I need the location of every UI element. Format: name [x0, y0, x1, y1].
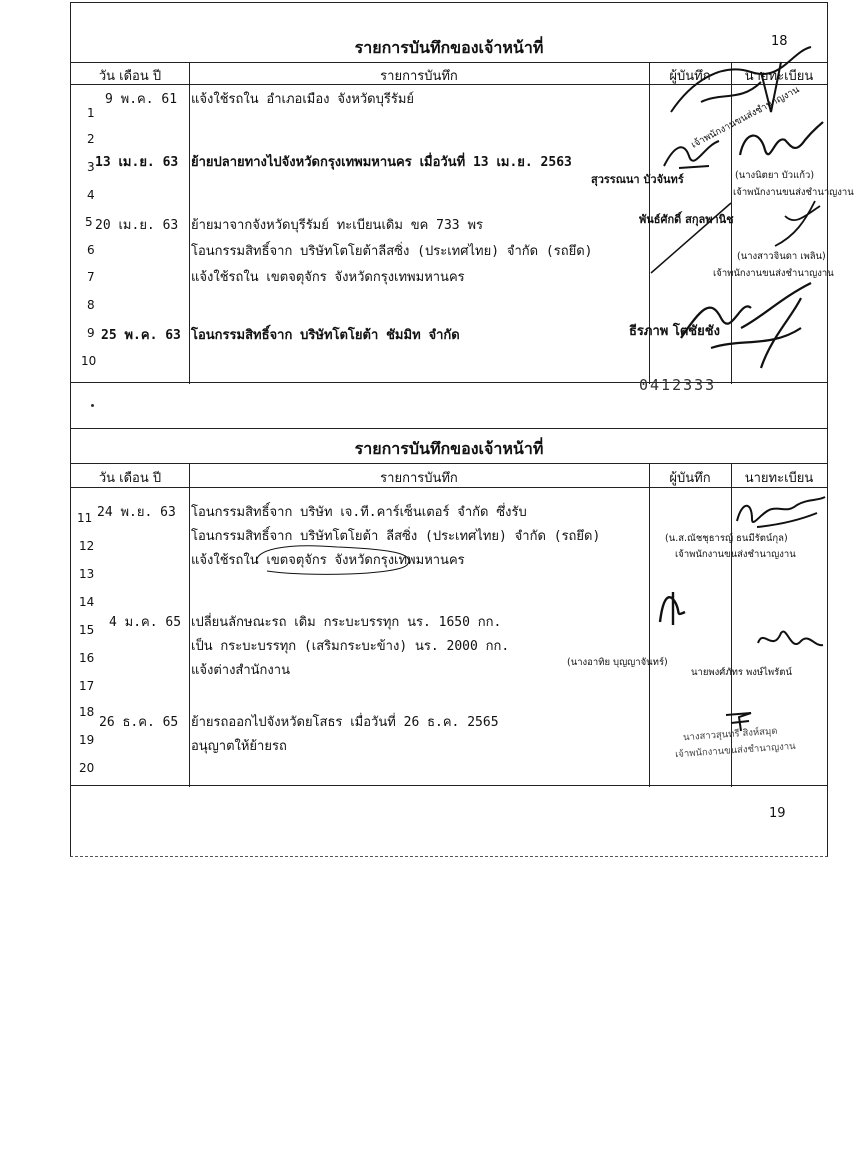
record-page-2 — [70, 428, 828, 787]
entry-line: โอนกรรมสิทธิ์จาก บริษัทโตโยต้า ลีสซิ่ง (ประเทศไทย) จำกัด (รถยึด) — [191, 529, 601, 544]
registrar-signature — [735, 196, 825, 256]
line-number: 15 — [79, 623, 95, 637]
entry-date: 24 พ.ย. 63 — [97, 505, 176, 520]
page-gap — [70, 376, 828, 428]
recorder-name: สุวรรณนา บัวจันทร์ — [591, 173, 684, 186]
entry-line: แจ้งใช้รถใน อำเภอเมือง จังหวัดบุรีรัมย์ — [191, 92, 415, 107]
line-number: 5 — [85, 215, 93, 229]
header-registrar: นายทะเบียน — [744, 471, 814, 486]
page-number: 18 — [771, 34, 788, 49]
recorder-name: พันธ์ศักดิ์ สกุลพานิช — [639, 213, 734, 226]
page-number: 19 — [769, 806, 786, 821]
page-footer — [70, 786, 828, 857]
serial-number: 0412333 — [639, 376, 717, 394]
header-recorder: ผู้บันทึก — [669, 69, 711, 84]
entry-line: แจ้งใช้รถใน เขตจตุจักร จังหวัดกรุงเทพมหานคร — [191, 270, 465, 285]
entry-line: โอนกรรมสิทธิ์จาก บริษัท เจ.ที.คาร์เซ็นเตอร์ จำกัด ซึ่งรับ — [191, 505, 527, 520]
column-divider — [189, 62, 190, 384]
registrar-title: เจ้าพนักงานขนส่งชำนาญงาน — [689, 84, 802, 151]
entry-line: ย้ายมาจากจังหวัดบุรีรัมย์ ทะเบียนเดิม ขค 733 พร — [191, 218, 483, 233]
registrar-name: (นางสาวจินดา เพลิน) — [737, 251, 826, 262]
recorder-name: ธีรภาพ โตชัยชัง — [629, 324, 720, 339]
line-number: 16 — [79, 651, 95, 665]
page-top-border — [71, 2, 827, 3]
entry-line: ย้ายปลายทางไปจังหวัดกรุงเทพมหานคร เมื่อวันที่ 13 เม.ย. 2563 — [191, 155, 572, 170]
page-title: รายการบันทึกของเจ้าหน้าที่ — [354, 38, 544, 57]
line-number: 9 — [87, 326, 95, 340]
header-date: วัน เดือน ปี — [98, 69, 162, 84]
entry-date: 13 เม.ย. 63 — [95, 155, 179, 170]
line-number: 7 — [87, 270, 95, 284]
line-number: 14 — [79, 595, 95, 609]
record-page-1 — [70, 2, 854, 384]
entry-line: ย้ายรถออกไปจังหวัดยโสธร เมื่อวันที่ 26 ธ.ค. 2565 — [191, 715, 499, 730]
recorder-name: (นางอาทิย บุญญาจันทร์) — [567, 657, 668, 668]
entry-line: โอนกรรมสิทธิ์จาก บริษัทโตโยต้า ชัมมิท จำกัด — [191, 328, 460, 343]
line-number: 19 — [79, 733, 95, 747]
line-number: 10 — [81, 354, 97, 368]
entry-date: 4 ม.ค. 65 — [109, 615, 182, 630]
line-number: 2 — [87, 132, 95, 146]
entry-line: แจ้งใช้รถใน เขตจตุจักร จังหวัดกรุงเทพมหานคร — [191, 553, 465, 568]
header-top-rule — [71, 463, 827, 464]
dot — [91, 404, 94, 407]
signature-scribble — [661, 42, 821, 132]
entry-date: 25 พ.ค. 63 — [101, 328, 181, 343]
line-number: 18 — [79, 705, 95, 719]
registrar-signature — [735, 120, 825, 170]
column-divider — [649, 463, 650, 787]
line-number: 4 — [87, 188, 95, 202]
line-number: 6 — [87, 243, 95, 257]
entry-date: 20 เม.ย. 63 — [95, 218, 179, 233]
entry-line: โอนกรรมสิทธิ์จาก บริษัทโตโยต้าลีสซิ่ง (ประเทศไทย) จำกัด (รถยึด) — [191, 244, 593, 259]
entry-date: 26 ธ.ค. 65 — [99, 715, 179, 730]
column-divider — [189, 463, 190, 787]
header-recorder: ผู้บันทึก — [669, 471, 711, 486]
line-number: 12 — [79, 539, 95, 553]
header-date: วัน เดือน ปี — [98, 471, 162, 486]
registrar-title: เจ้าพนักงานขนส่งชำนาญงาน — [733, 187, 854, 198]
registrar-name: (น.ส.ณัชชุธารญ์ ธนมีรัตน์กุล) — [665, 533, 788, 544]
line-number: 17 — [79, 679, 95, 693]
registrar-title: เจ้าพนักงานขนส่งชำนาญงาน — [713, 268, 834, 279]
header-entry: รายการบันทึก — [380, 471, 458, 486]
line-number: 3 — [87, 160, 95, 174]
entry-line: เปลี่ยนลักษณะรถ เดิม กระบะบรรทุก นร. 1650 กก. — [191, 615, 502, 630]
line-number: 20 — [79, 761, 95, 775]
header-entry: รายการบันทึก — [380, 69, 458, 84]
line-number: 11 — [77, 511, 93, 525]
recorder-signature — [655, 587, 695, 627]
registrar-name: นายพงศ์ภัทร พงษ์ไพรัตน์ — [691, 667, 792, 678]
signature-scribble — [671, 278, 821, 378]
registrar-signature — [727, 491, 827, 533]
entry-line: เป็น กระบะบรรทุก (เสริมกระบะข้าง) นร. 2000 กก. — [191, 639, 510, 654]
registrar-name: (นางนิตยา บัวแก้ว) — [735, 170, 815, 181]
highlight-loop — [247, 539, 427, 579]
registrar-title: เจ้าพนักงานขนส่งชำนาญงาน — [674, 740, 796, 761]
registrar-signature — [753, 623, 825, 663]
registrar-title: เจ้าพนักงานขนส่งชำนาญงาน — [675, 549, 796, 560]
page-title: รายการบันทึกของเจ้าหน้าที่ — [354, 439, 544, 458]
entry-line: อนุญาตให้ย้ายรถ — [191, 739, 287, 754]
line-number: 8 — [87, 298, 95, 312]
entry-date: 9 พ.ค. 61 — [105, 92, 178, 107]
header-registrar: นายทะเบียน — [744, 69, 814, 84]
entry-line: แจ้งต่างสำนักงาน — [191, 663, 290, 678]
line-number: 13 — [79, 567, 95, 581]
registrar-name: นางสาวสุนทรี สิงห์สมุด — [682, 725, 778, 744]
line-number: 1 — [87, 106, 95, 120]
